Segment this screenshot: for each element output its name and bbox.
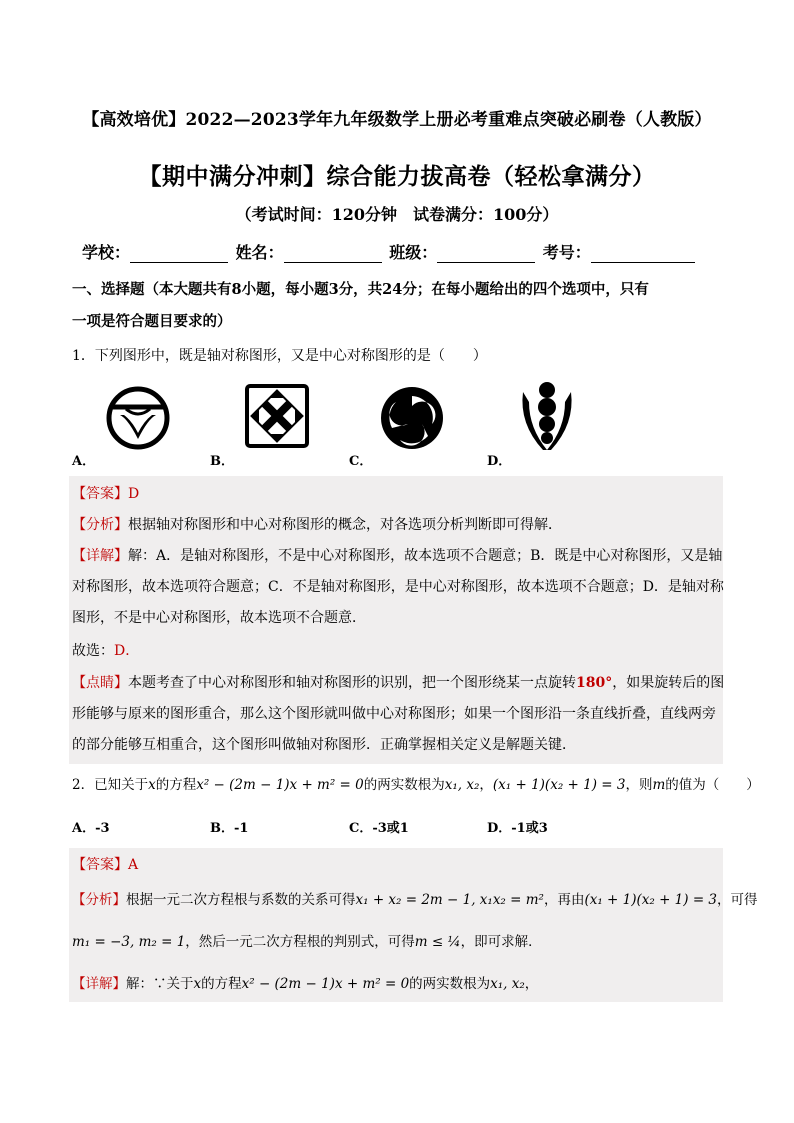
option-c-figure bbox=[378, 384, 446, 452]
analysis-tag: 【分析】 bbox=[72, 892, 126, 908]
q1-detail-text-1: 解：A．是轴对称图形，不是中心对称图形，故本选项不合题意；B．既是中心对称图形，又是轴 bbox=[128, 548, 723, 564]
q2-option-b[interactable]: B．-1 bbox=[210, 821, 249, 836]
q1-comment-line-3: 的部分能够互相重合，这个图形叫做轴对称图形．正确掌握相关定义是解题关键． bbox=[72, 737, 576, 753]
answer-tag: 【答案】 bbox=[72, 486, 128, 502]
q1-comment-text-1c: ，如果旋转后的图 bbox=[612, 675, 725, 691]
detail-tag: 【详解】 bbox=[72, 548, 128, 564]
q2-analysis-2b: ，即可求解． bbox=[460, 934, 542, 950]
section-heading-1: 一、选择题（本大题共有8小题，每小题3分，共24分；在每小题给出的四个选项中，只有 bbox=[72, 281, 649, 298]
q1-option-b[interactable]: B． bbox=[210, 454, 234, 469]
section-heading-2: 一项是符合题目要求的） bbox=[72, 313, 232, 330]
name-label: 姓名： bbox=[235, 243, 284, 262]
q2-var-x: x bbox=[148, 777, 156, 793]
answer-tag: 【答案】 bbox=[72, 857, 128, 873]
comment-tag: 【点睛】 bbox=[72, 675, 128, 691]
q1-stem: 1．下列图形中，既是轴对称图形，又是中心对称图形的是（ ） bbox=[72, 348, 487, 364]
q2-stem-b: 的方程 bbox=[155, 777, 197, 793]
q2-equation: x² − (2m − 1)x + m² = 0 bbox=[196, 777, 364, 793]
q2-answer: A bbox=[128, 857, 139, 873]
q1-option-c[interactable]: C． bbox=[349, 454, 373, 469]
q2-stem-a: 2．已知关于 bbox=[72, 777, 149, 793]
q2-solution-panel bbox=[69, 848, 758, 1002]
q2-analysis-2a: ，然后一元二次方程根的判别式，可得 bbox=[185, 934, 415, 950]
q2-m-values: m₁ = −3, m₂ = 1 bbox=[72, 934, 186, 950]
q1-analysis-line bbox=[72, 514, 562, 534]
q2-m-inequality: m ≤ ¼ bbox=[414, 934, 461, 950]
name-blank[interactable] bbox=[284, 246, 382, 263]
q2-stem-e: 的值为（ ） bbox=[665, 777, 760, 793]
q2-detail-line bbox=[72, 972, 538, 992]
analysis-tag: 【分析】 bbox=[72, 517, 128, 533]
school-label: 学校： bbox=[82, 243, 131, 262]
q1-detail-line-1 bbox=[72, 545, 722, 565]
option-d-figure bbox=[517, 380, 577, 454]
q2-analysis-1c: ，可得 bbox=[717, 892, 758, 908]
q2-detail-roots: x₁, x₂ bbox=[490, 976, 525, 992]
q1-answer-line bbox=[72, 483, 139, 503]
option-a-figure bbox=[102, 385, 174, 451]
q2-analysis-1a: 根据一元二次方程根与系数的关系可得 bbox=[126, 892, 356, 908]
student-info-row bbox=[82, 240, 697, 263]
q2-detail-a: 解：∵关于 bbox=[126, 976, 194, 992]
q2-option-a[interactable]: A．-3 bbox=[72, 821, 110, 836]
q1-detail-line-3: 图形，不是中心对称图形，故本选项不合题意． bbox=[72, 610, 366, 626]
q1-comment-line-1 bbox=[72, 672, 724, 692]
q2-analysis-cond: (x₁ + 1)(x₂ + 1) = 3 bbox=[584, 892, 718, 908]
school-blank[interactable] bbox=[130, 246, 228, 263]
q2-detail-b: 的方程 bbox=[201, 976, 242, 992]
q2-stem-c: 的两实数根为 bbox=[363, 777, 445, 793]
q2-option-d[interactable]: D．-1或3 bbox=[487, 821, 548, 836]
q2-condition: (x₁ + 1)(x₂ + 1) = 3 bbox=[492, 777, 626, 793]
q2-stem: 2．已知关于x的方程x² − (2m − 1)x + m² = 0的两实数根为x₁, x₂，(x₁ + 1)(x₂ + 1) = 3，则m的值为（ ） bbox=[72, 777, 760, 793]
option-b-figure bbox=[244, 383, 310, 449]
choose-value: D． bbox=[114, 643, 140, 659]
q2-answer-line bbox=[72, 854, 138, 874]
class-label: 班级： bbox=[389, 243, 438, 262]
exam-time-score: （考试时间：120分钟 试卷满分：100分） bbox=[235, 205, 559, 224]
q2-analysis-1b: ，再由 bbox=[543, 892, 585, 908]
class-blank[interactable] bbox=[437, 246, 535, 263]
q1-answer: D bbox=[128, 486, 140, 502]
number-blank[interactable] bbox=[591, 246, 695, 263]
q2-roots: x₁, x₂ bbox=[444, 777, 480, 793]
q1-option-d[interactable]: D． bbox=[487, 454, 512, 469]
exam-series-title: 【高效培优】2022—2023学年九年级数学上册必考重难点突破必刷卷（人教版） bbox=[82, 110, 712, 130]
q1-comment-angle: 180° bbox=[576, 675, 613, 691]
q2-detail-var-x: x bbox=[193, 976, 202, 992]
q2-vieta-eq: x₁ + x₂ = 2m − 1, x₁x₂ = m² bbox=[355, 892, 544, 908]
q1-detail-line-2: 对称图形，故本选项符合题意；C．不是轴对称图形，是中心对称图形，故本选项不合题意；D．是轴对称 bbox=[72, 579, 724, 595]
detail-tag: 【详解】 bbox=[72, 976, 126, 992]
q2-option-c[interactable]: C．-3或1 bbox=[349, 821, 409, 836]
exam-title: 【期中满分冲刺】综合能力拔高卷（轻松拿满分） bbox=[138, 164, 656, 190]
q1-analysis: 根据轴对称图形和中心对称图形的概念，对各选项分析判断即可得解． bbox=[128, 517, 562, 533]
q1-option-a[interactable]: A． bbox=[72, 454, 96, 469]
q2-stem-d: ，则 bbox=[625, 777, 653, 793]
q1-solution-panel bbox=[69, 476, 723, 764]
q2-detail-c: 的两实数根为 bbox=[409, 976, 491, 992]
q2-detail-d: ， bbox=[524, 976, 539, 992]
q1-comment-line-2: 形能够与原来的图形重合，那么这个图形就叫做中心对称图形；如果一个图形沿一条直线折叠，直线两旁 bbox=[72, 706, 716, 722]
q1-choose-line bbox=[72, 640, 139, 660]
choose-label: 故选： bbox=[72, 643, 114, 659]
number-label: 考号： bbox=[542, 243, 591, 262]
q2-analysis-line-2 bbox=[72, 930, 542, 950]
q2-detail-equation: x² − (2m − 1)x + m² = 0 bbox=[241, 976, 410, 992]
q2-var-m: m bbox=[652, 777, 666, 793]
q2-analysis-line-1 bbox=[72, 888, 758, 908]
q1-comment-text-1a: 本题考查了中心对称图形和轴对称图形的识别，把一个图形绕某一点旋转 bbox=[128, 675, 576, 691]
